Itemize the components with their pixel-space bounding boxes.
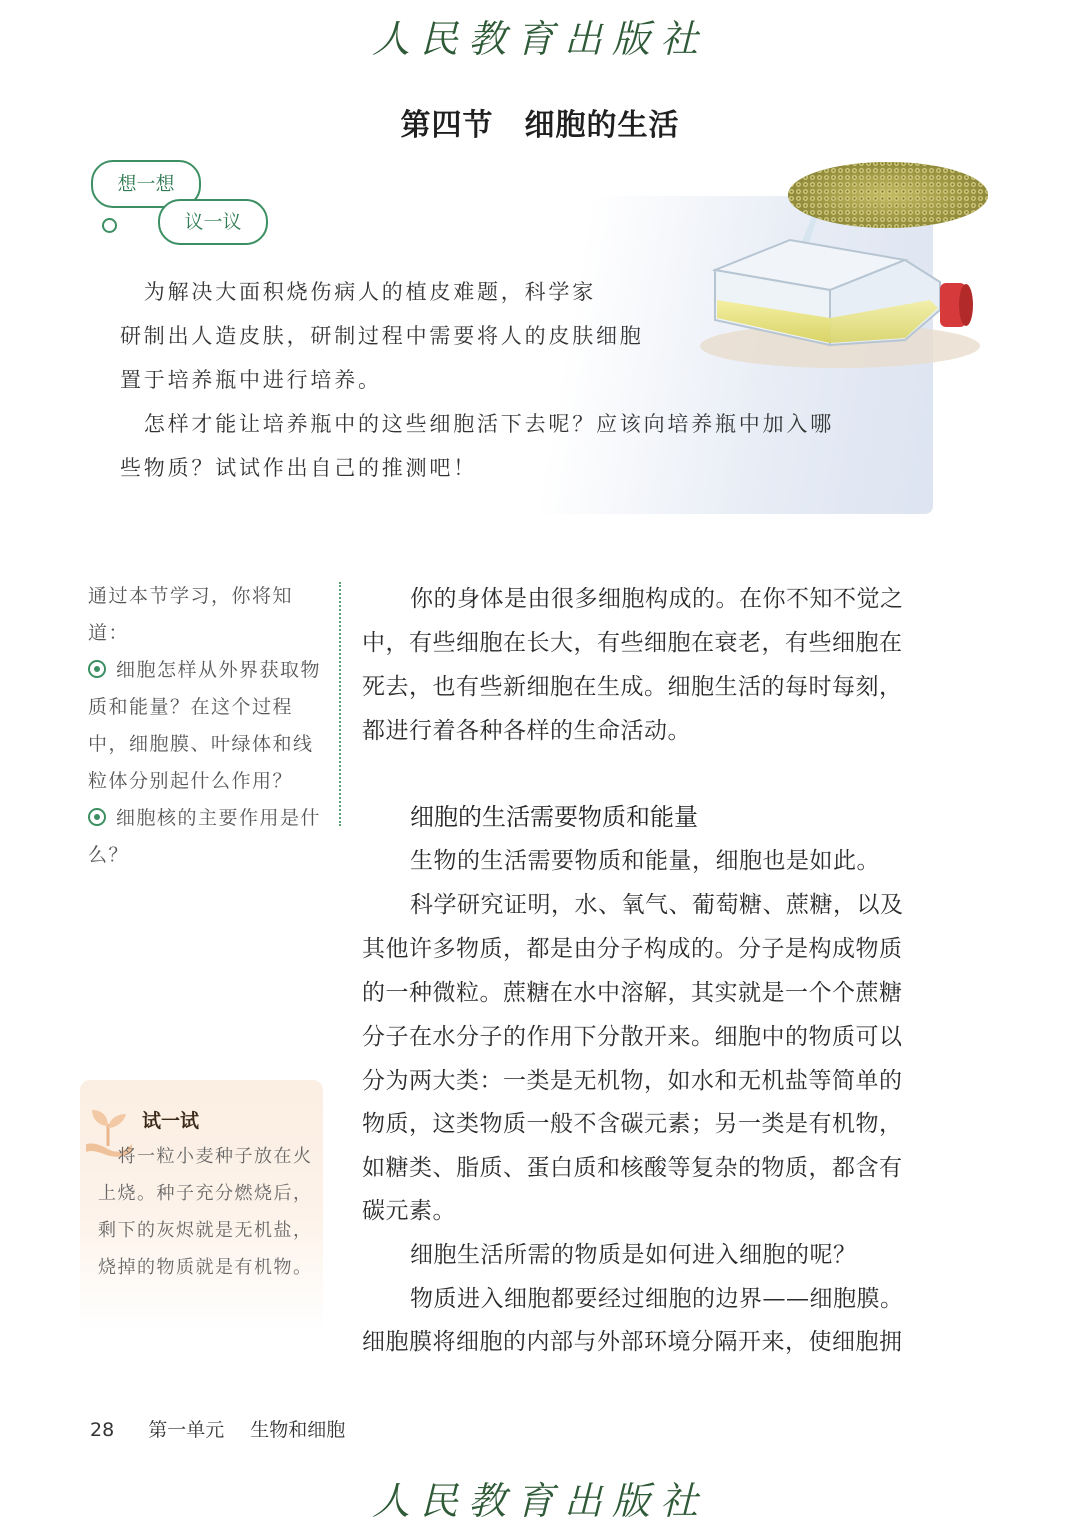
body-line: 中，有些细胞在长大，有些细胞在衰老，有些细胞在 xyxy=(362,630,903,656)
body-line: 其他许多物质，都是由分子构成的。分子是构成物质 xyxy=(362,936,903,962)
unit-label: 第一单元 xyxy=(148,1419,225,1441)
body-line: 细胞生活所需的物质是如何进入细胞的呢？ xyxy=(410,1242,857,1268)
try-it-text: 将一粒小麦种子放在火上烧。种子充分燃烧后，剩下的灰烬就是无机盐，烧掉的物质就是有机物。 xyxy=(98,1146,313,1278)
unit-title: 生物和细胞 xyxy=(250,1419,346,1441)
body-line: 的一种微粒。蔗糖在水中溶解，其实就是一个个蔗糖 xyxy=(362,980,903,1006)
body-line: 碳元素。 xyxy=(362,1198,456,1224)
learning-objectives xyxy=(88,578,328,874)
publisher-watermark-bottom: 人民教育出版社 xyxy=(371,1479,708,1523)
body-line: 如糖类、脂质、蛋白质和核酸等复杂的物质，都含有 xyxy=(362,1155,903,1181)
body-line: 物质，这类物质一般不含碳元素；另一类是有机物， xyxy=(362,1111,903,1137)
thought-dot-icon xyxy=(102,218,117,233)
intro-line: 怎样才能让培养瓶中的这些细胞活下去呢？应该向培养瓶中加入哪 xyxy=(120,412,834,436)
bullet-icon xyxy=(88,660,106,678)
discuss-bubble: 议一议 xyxy=(158,199,268,245)
flask-illustration xyxy=(690,160,990,380)
subsection-heading: 细胞的生活需要物质和能量 xyxy=(410,803,698,831)
body-line: 细胞膜将细胞的内部与外部环境分隔开来，使细胞拥 xyxy=(362,1329,903,1355)
try-it-title: 试一试 xyxy=(142,1110,200,1132)
body-line: 科学研究证明，水、氧气、葡萄糖、蔗糖，以及 xyxy=(410,892,904,918)
body-line: 分子在水分子的作用下分散开来。细胞中的物质可以 xyxy=(362,1024,903,1050)
intro-line: 为解决大面积烧伤病人的植皮难题，科学家 xyxy=(120,280,596,304)
section-title: 第四节 细胞的生活 xyxy=(400,108,680,143)
intro-line: 研制出人造皮肤，研制过程中需要将人的皮肤细胞 xyxy=(120,324,644,348)
intro-line: 置于培养瓶中进行培养。 xyxy=(120,368,382,392)
body-line: 分为两大类：一类是无机物，如水和无机盐等简单的 xyxy=(362,1068,903,1094)
page-number: 28 xyxy=(90,1419,115,1441)
objective-item xyxy=(88,800,328,874)
bullet-icon xyxy=(88,808,106,826)
think-bubble: 想一想 xyxy=(91,160,201,208)
intro-line: 些物质？试试作出自己的推测吧！ xyxy=(120,456,477,480)
page-footer xyxy=(90,1415,345,1442)
body-line: 物质进入细胞都要经过细胞的边界——细胞膜。 xyxy=(410,1286,904,1312)
objective-text: 细胞怎样从外界获取物质和能量？在这个过程中，细胞膜、叶绿体和线粒体分别起什么作用？ xyxy=(88,659,322,792)
publisher-watermark-top: 人民教育出版社 xyxy=(371,17,708,61)
body-line: 都进行着各种各样的生命活动。 xyxy=(362,718,691,744)
objectives-heading: 通过本节学习，你将知道： xyxy=(88,585,294,644)
objectives-divider xyxy=(339,582,341,826)
body-line: 生物的生活需要物质和能量，细胞也是如此。 xyxy=(410,848,880,874)
body-line: 你的身体是由很多细胞构成的。在你不知不觉之 xyxy=(410,586,904,612)
objective-item xyxy=(88,652,328,800)
body-line: 死去，也有些新细胞在生成。细胞生活的每时每刻， xyxy=(362,674,903,700)
objective-text: 细胞核的主要作用是什么？ xyxy=(88,807,322,866)
